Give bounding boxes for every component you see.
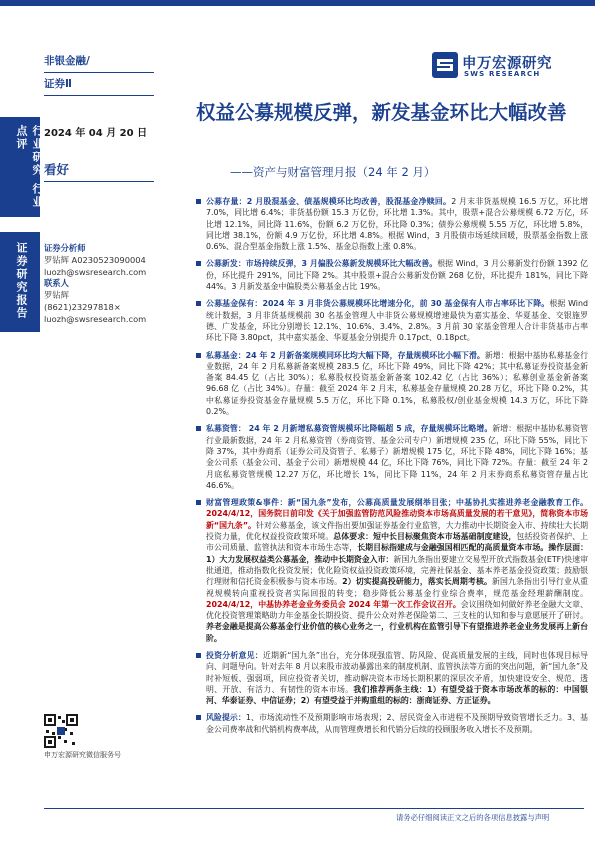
side-band-research [0, 232, 40, 332]
policy-detail-4: 长期目标指建成与金融强国相匹配的高质量资本市场。 [357, 543, 549, 553]
section-body: 根据 Wind 统计数据，3 月非货基规模前 30 名基金管理人中非货公募规模增速最快为嘉实基金、华夏基金、交银施罗德、广发基金，环比分别增长 12.1%、10.6%、3.4%、2.8%。3 月前 30 家基金管理人合计非货基市占率环比下降 3.80pct，其中嘉实基金、华夏基金分别提升 0.17pct、0.18pct。 [206, 299, 589, 343]
policy-detail-2: 短中长目标聚焦资本市场基础制度建设， [373, 532, 517, 542]
section-public-fund-stock [196, 196, 588, 252]
section-policy-events [196, 497, 588, 644]
section-private-asset-mgmt [196, 423, 588, 491]
logo-name-en: SWS RESEARCH [464, 70, 541, 78]
policy-detail-5: 新国九条指出要建立交易型开放式指数基金(ETF)快速审批通道，推动指数化投资发展；优化险资权益投资政策环境，完善社保基金、基本养老基金投资政策；鼓励银行理财和信托资金积极参与资本市场。 [206, 554, 588, 587]
contact-name: 罗钻辉 [44, 290, 69, 301]
analyst-email[interactable]: luozh@swsresearch.com [44, 266, 147, 277]
contact-phone: (8621)23297818× [44, 301, 121, 312]
policy-label-operation: 操作层面：1）大力发展权益类公募基金，推动中长期资金入市： [206, 543, 588, 564]
section-heading: 投资分析意见： [206, 650, 263, 660]
section-public-fund-holding [196, 298, 588, 343]
side-band-report-type-text: 行业研究 行业点评 [15, 125, 44, 209]
industry-subcategory: 证券Ⅱ [44, 78, 72, 90]
policy-headline: 新“国九条”发布，公募高质量发展纲举目张；中基协扎实推进养老金融教育工作。 [287, 498, 588, 508]
section-heading: 私募资管： 24 年 2 月新增私募资管规模环比降幅超 5 成，存量规模环比略增。 [206, 424, 493, 434]
footer-divider [44, 808, 584, 809]
wechat-qr-code-icon [44, 714, 78, 748]
contact-label: 联系人 [44, 278, 69, 289]
recommended-picks: 我们推荐两条主线：1）有望受益于资本市场改革的标的：中国银河、华泰证券、中信证券；2）有望受益于并购重组的标的：浙商证券、方正证券。 [206, 684, 588, 706]
policy-detail-6: 新国九条指出引导行业从重视规模转向重视投资者实际回报的转变；稳步降低公募基金行业综合费率，规范基金经理薪酬制度。 [206, 577, 588, 598]
analyst-name: 罗钻辉 A0230523090004 [44, 254, 146, 265]
policy-event-1: 2024/4/12，国务院日前印发《关于加强监管防范风险推动资本市场高质量发展的若干意见》，简称资本市场新“国九条”。 [206, 509, 588, 530]
section-body: 新增：根据中基协私募资管行业最新数据，24 年 2 月私募资管（券商资管、基金公司专户）新增规模 235 亿，环比下降 55%，同比下降 37%，其中券商系（证券公司及资管子、私募子）新增规模 175 亿，环比下降 48%，同比下降 16%；基金公司系（基金公司、基金子公司）新增规模 44 亿，环比下降 76%，同比下降 72%。存量：截至 24 年 2 月底私募资管规模 12.27 万亿，环比增长 1%，同比下降 11%，24 年 2 月末券商系私募资管存量占比 46.6%。 [206, 424, 588, 490]
policy-label-overall: 总体要求： [333, 532, 374, 542]
section-heading: 公募存量：2 月股混基金、债基规模环比均改善，股混基金净赎回。 [206, 197, 452, 206]
rating-divider [44, 181, 154, 182]
logo-name-cn: 申万宏源研究 [462, 56, 552, 72]
policy-detail-1: 针对公募基金，该文件指出要加强证券基金行业监管，大力推动中长期资金入市、持续壮大长期投资力量，优化权益投资政策环境。 [206, 520, 588, 542]
industry-category: 非银金融/ [44, 55, 90, 67]
policy-event-2: 2024/4/12，中基协养老金业务委员会 2024 年第一次工作会议召开。 [206, 599, 461, 609]
policy-detail-7: 会议围绕如何做好养老金融大文章、优化投资管理策略助力年金基金长期投资、提升公众对养老保险第二、三支柱的认知和参与意愿展开了研讨。 [206, 599, 588, 621]
section-heading: 私募基金：24 年 2 月新备案规模同环比均大幅下降，存量规模环比小幅下滑。 [206, 350, 485, 360]
sws-logo-mark-icon [432, 52, 458, 78]
disclosure-notice[interactable]: 请务必仔细阅读正文之后的各项信息披露与声明 [396, 813, 550, 822]
section-public-fund-new [196, 258, 588, 292]
section-body: 1、市场流动性不及预期影响市场表现；2、居民资金入市进程不及预期导致资管增长乏力。3、基金公司费率战和代销机构费率战，从而管理费增长和代销分后续的投顾服务收入增长不及预期。 [206, 713, 588, 734]
sws-logo [432, 50, 582, 80]
section-risk-warning [196, 712, 588, 735]
contact-email[interactable]: luozh@swsresearch.com [44, 313, 147, 324]
report-header [44, 50, 154, 139]
section-heading: 公募新发：市场持续反弹，3 月偏股公募新发规模环比大幅改善。 [206, 259, 438, 269]
analyst-label: 证券分析师 [44, 243, 86, 253]
section-private-fund [196, 350, 588, 418]
side-band-report-type [0, 117, 44, 217]
section-heading: 财富管理政策&事件： [206, 498, 288, 508]
section-investment-view [196, 650, 588, 706]
top-brand-bar [0, 0, 595, 6]
policy-label-research: 2）切实提高投研能力，落实长周期考核。 [342, 577, 492, 587]
section-heading: 公募基金保有：2024 年 3 月非货公募规模环比增速分化，前 30 基金保有人市占率环比下降。 [206, 299, 550, 309]
section-body: 近期新“国九条”出台，充分体现强监管、防风险、促高质量发展的主线，同时也体现目标导向、问题导向。针对去年 8 月以来股市波动暴露出来的制度机制、监管执法等方面的突出问题，新“国九条”及时补短板、强弱项，回应投资者关切，推动解决资本市场长期积累的深层次矛盾，加快建设安全、规范、透明、开放、有活力、有韧性的资本市场。 [206, 650, 588, 694]
report-subtitle: ——资产与财富管理月报（24 年 2 月） [230, 165, 436, 179]
subcategory-divider [44, 95, 154, 96]
section-body: 2 月末非货基规模 16.5 万亿，环比增 7.0%，同比增 6.4%；非货基份额 15.3 万亿份，环比增 1.3%。其中，股票+混合公募规模 6.72 万亿，环比增 12.1%，同比降 11.6%，份额 6.2 万亿份，环比降 0.3%；债券公募规模 5.55 万亿，环比增 5.8%，同比增 38.1%，份额 4.9 万亿份，环比增 4.8%。根据 Wind，3 月股债市场延续回暖，股票基金指数上涨 0.6%、混合型基金指数上涨 1.5%、基金总指数上涨 0.8%。 [206, 197, 588, 252]
policy-conclusion-2: 行业机构在监管引导下有望推进养老金业务发展再上新台阶。 [206, 622, 588, 643]
industry-rating: 看好 [44, 162, 70, 177]
policy-conclusion-1: 养老金融是提高公募基金行业价值的核心业务之一， [206, 622, 390, 632]
summary-sections [196, 196, 588, 735]
section-body: 根据 Wind，3 月公募新发行份额 1392 亿份，环比提升 291%，同比下降 2%。其中股票+混合公募新发份额 268 亿份，环比提升 181%，同比下降 44%。3 月新发基金中偏股类公募基金占比 19%。 [206, 259, 588, 292]
section-heading: 风险提示： [206, 713, 246, 723]
section-body: 新增：根据中基协私募基金行业数据，24 年 2 月私募新备案规模 283.5 亿，环比下降 49%，同比下降 42%；其中私募证券投资基金新备案 84.45 亿（占比 30%）；私募股权投资基金新备案 102.42 亿（占比 36%）；私募创业基金新备案 96.68 亿（占比 34%）。存量：截至 2024 年 2 月末，私募基金存量规模 20.28 万亿，环比下降 0.2%，其中私募证券投资基金存量规模 5.5 万亿，环比下降 0.1%，私募股权/创业基金规模 14.3 万亿，环比下降 0.2%。 [206, 350, 588, 417]
wechat-service-caption: 申万宏源研究微信服务号 [44, 751, 121, 759]
analyst-info [44, 243, 194, 326]
policy-detail-3: 包括投资者保护、上市公司质量、监管执法和资本市场生态等， [206, 532, 588, 553]
report-date: 2024 年 04 月 20 日 [44, 128, 148, 139]
report-title: 权益公募规模反弹，新发基金环比大幅改善 [196, 101, 567, 124]
side-band-research-text: 证券研究报告 [15, 242, 28, 320]
